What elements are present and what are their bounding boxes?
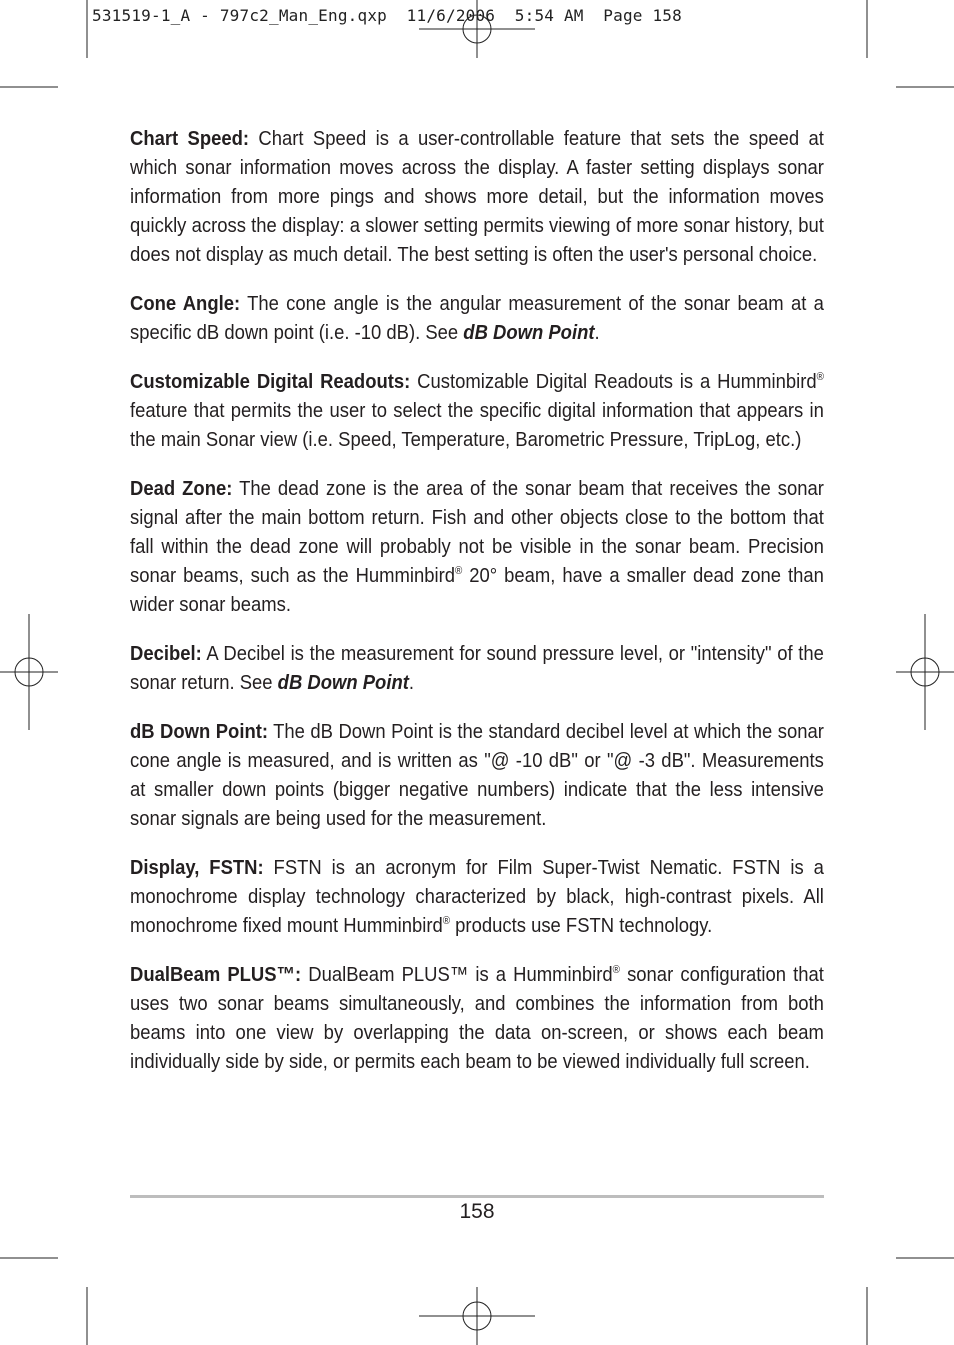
- registration-mark-bottom: [419, 1287, 535, 1345]
- glossary-term: Display, FSTN:: [130, 856, 264, 879]
- glossary-entry-cone-angle: [130, 289, 824, 347]
- glossary-term: Chart Speed:: [130, 127, 250, 150]
- glossary-entry-decibel: [130, 639, 824, 697]
- glossary-definition: FSTN is an acronym for Film Super-Twist Nematic. FSTN is a monochrome display technology characterized by black, high-contrast pixels. All monochrome fixed mount Humminbird: [130, 856, 824, 937]
- glossary-entry-db-down-point: [130, 717, 824, 833]
- glossary-definition: The cone angle is the angular measurement of the sonar beam at a specific dB down point (i.e. -10 dB). See: [130, 292, 824, 344]
- definition-tail: 20° beam, have a smaller dead zone than wider sonar beams.: [130, 564, 824, 616]
- registration-mark-left: [0, 614, 58, 730]
- glossary-definition: Chart Speed is a user-controllable feature that sets the speed at which sonar information moves across the display. A faster setting displays sonar information from more pings and shows more detail, but the information moves quickly across the display: a slower setting permits viewing of more sonar history, but does not display as much detail. The best setting is often the user's personal choice.: [130, 127, 824, 266]
- registered-mark: ®: [455, 565, 463, 578]
- definition-tail: feature that permits the user to select the specific digital information that appears in the main Sonar view (i.e. Speed, Temperature, Barometric Pressure, TripLog, etc.): [130, 399, 824, 451]
- glossary-definition: The dB Down Point is the standard decibel level at which the sonar cone angle is measured, and is written as "@ -10 dB" or "@ -3 dB". Measurements at smaller down points (bigger negative numbers) indicate that the less intensive sonar signals are being used for the measurement.: [130, 720, 824, 830]
- glossary-term: Dead Zone:: [130, 477, 233, 500]
- glossary-entry-customizable-digital-readouts: [130, 367, 824, 454]
- definition-tail: .: [594, 321, 600, 344]
- glossary-term: Decibel:: [130, 642, 202, 665]
- registered-mark: ®: [816, 371, 824, 384]
- glossary-term: dB Down Point:: [130, 720, 269, 743]
- glossary-definition: A Decibel is the measurement for sound pressure level, or "intensity" of the sonar return. See: [130, 642, 824, 694]
- registration-mark-right: [896, 614, 954, 730]
- glossary-entry-dualbeam-plus: [130, 960, 824, 1076]
- glossary-entry-display-fstn: [130, 853, 824, 940]
- glossary-definition: DualBeam PLUS™ is a Humminbird: [301, 963, 613, 986]
- registered-mark: ®: [442, 915, 451, 928]
- page-number: 158: [459, 1200, 495, 1223]
- cross-reference: dB Down Point: [463, 321, 595, 344]
- definition-tail: sonar configuration that uses two sonar beams simultaneously, and combines the information from both beams into one view by overlapping the data on-screen, or shows each beam individually side by side, or permits each beam to be viewed individually full screen.: [130, 963, 824, 1073]
- registration-mark-top: [419, 0, 535, 58]
- glossary-term: Customizable Digital Readouts:: [130, 370, 411, 393]
- glossary-entry-dead-zone: [130, 474, 824, 619]
- definition-tail: products use FSTN technology.: [450, 914, 713, 937]
- glossary-body: [130, 124, 824, 1096]
- glossary-term: Cone Angle:: [130, 292, 241, 315]
- print-slug: 531519-1_A - 797c2_Man_Eng.qxp 11/6/2006 5:54 AM Page 158: [92, 6, 682, 25]
- glossary-term: DualBeam PLUS™:: [130, 963, 302, 986]
- glossary-entry-chart-speed: [130, 124, 824, 269]
- registered-mark: ®: [612, 964, 620, 977]
- footer-rule: [130, 1195, 824, 1198]
- definition-tail: .: [408, 671, 415, 694]
- glossary-definition: Customizable Digital Readouts is a Humminbird: [410, 370, 817, 393]
- glossary-definition: The dead zone is the area of the sonar beam that receives the sonar signal after the main bottom return. Fish and other objects close to the bottom that fall within the dead zone will probably not be visible in the sonar beam. Precision sonar beams, such as the Humminbird: [130, 477, 824, 587]
- cross-reference: dB Down Point: [277, 671, 409, 694]
